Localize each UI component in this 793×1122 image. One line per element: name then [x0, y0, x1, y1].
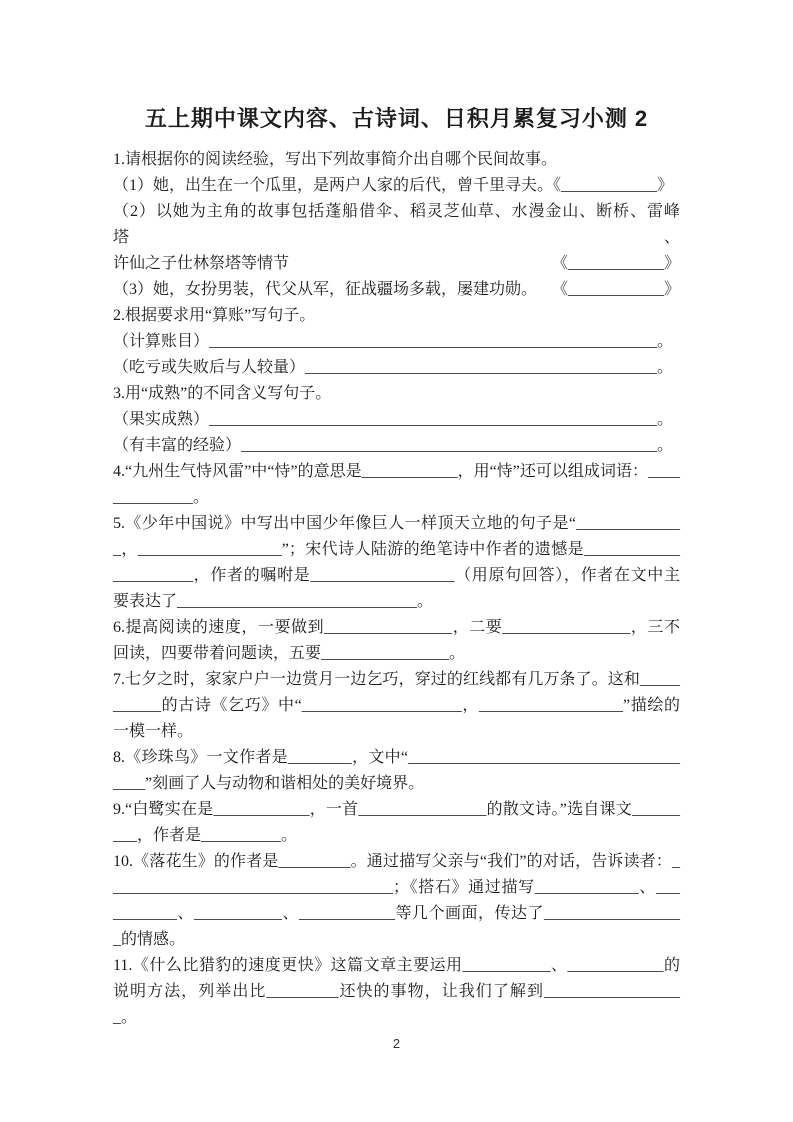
question-1-item-1: （1）她，出生在一个瓜里，是两户人家的后代，曾千里寻夫。《____________》	[113, 177, 674, 194]
question-1-item-2-text: 许仙之子仕林祭塔等情节	[113, 255, 290, 272]
question-7: 7.七夕之时，家家户户一边赏月一边乞巧，穿过的红线都有几万条了。这和___________的古诗《乞巧》中“____________________，__________________”描绘的一模一样。	[113, 671, 680, 740]
question-2-blank-compete: （吃亏或失败后与人较量）____________________________________________。	[113, 359, 674, 376]
question-1-item-3-text: （3）她，女扮男装，代父从军，征战疆场多载，屡建功勋。	[113, 281, 538, 298]
question-2-intro: 2.根据要求用“算账”写句子。	[113, 307, 316, 324]
question-6: 6.提高阅读的速度，一要做到________________，二要________________，三不回读，四要带着问题读，五要________________。	[113, 619, 680, 662]
question-1-item-2-answer-blank: 《____________》	[551, 255, 680, 272]
question-5: 5.《少年中国说》中写出中国少年像巨人一样顶天立地的句子是“______________，__________________”；宋代诗人陆游的绝笔诗中作者的遗憾是______________________，作者的嘱咐是__________________（用原句回答），作者在文中主要表达了______________________________。	[113, 515, 680, 610]
question-9: 9.“白鹭实在是____________，一首________________的散文诗。”选自课文_________，作者是__________。	[113, 801, 680, 844]
page-number: 2	[392, 1036, 401, 1051]
question-1-item-2-line-1: （2）以她为主角的故事包括蓬船借伞、稻灵芝仙草、水漫金山、断桥、雷峰塔、	[113, 203, 680, 246]
question-3-blank-fruit: （果实成熟）________________________________________________________。	[113, 411, 674, 428]
question-1-item-3-answer-blank: 《____________》	[551, 281, 680, 298]
question-8: 8.《珍珠鸟》一文作者是________，文中“______________________________________”刻画了人与动物和谐相处的美好境界。	[113, 749, 680, 792]
question-3-blank-experience: （有丰富的经验）____________________________________________________。	[113, 437, 674, 454]
question-1-item-3	[113, 277, 680, 303]
question-4: 4.“九州生气恃风雷”中“恃”的意思是____________，用“恃”还可以组成词语：______________。	[113, 463, 680, 506]
question-2-blank-account: （计算账目）________________________________________________________。	[113, 333, 674, 350]
question-11: 11.《什么比猎豹的速度更快》这篇文章主要运用___________、____________的说明方法，列举出比_________还快的事物，让我们了解到__________________。	[113, 957, 680, 1026]
quiz-title: 五上期中课文内容、古诗词、日积月累复习小测 2	[144, 106, 649, 131]
question-3-intro: 3.用“成熟”的不同含义写句子。	[113, 385, 332, 402]
question-1-item-2-line-2	[113, 251, 680, 277]
question-10: 10.《落花生》的作者是_________。通过描写父亲与“我们”的对话，告诉读者：____________________________________；《搭石》通过描写_____________、___________、___________、____________等几个画面，传达了__________________的情感。	[113, 853, 680, 948]
question-1-intro: 1.请根据你的阅读经验，写出下列故事简介出自哪个民间故事。	[113, 151, 558, 168]
